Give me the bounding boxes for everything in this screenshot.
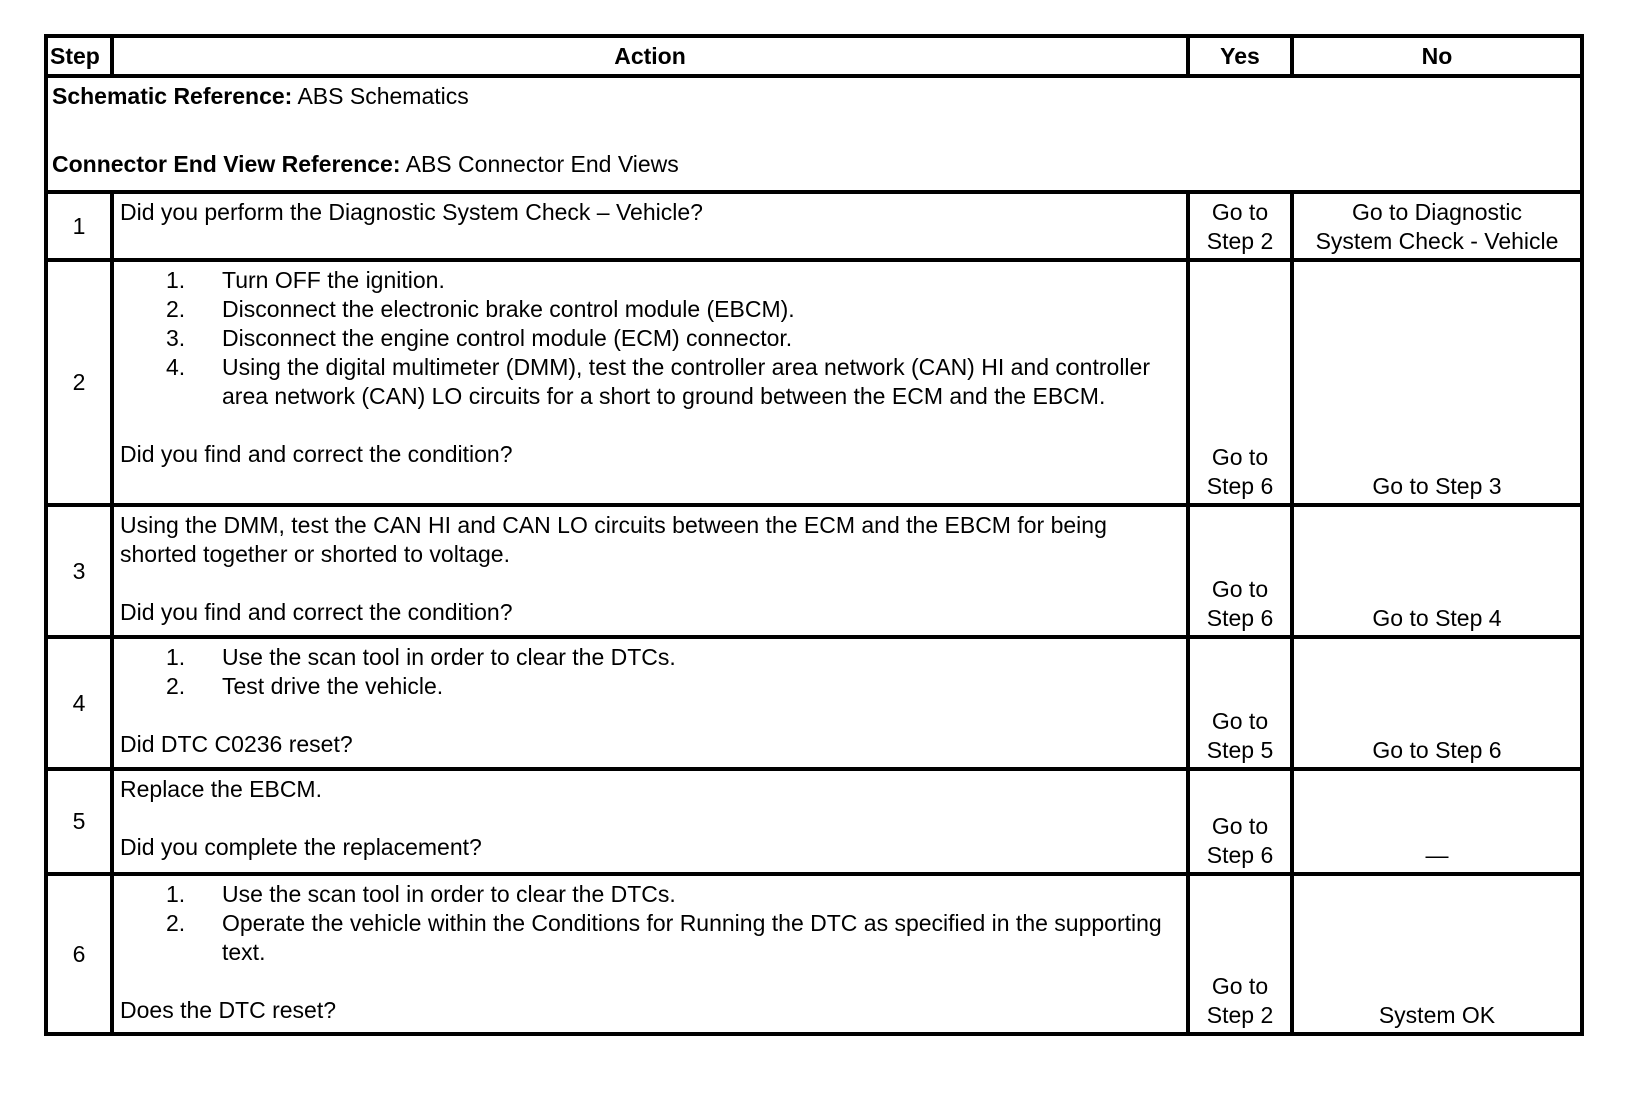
substep-item: 2. Test drive the vehicle. — [166, 673, 444, 699]
step-number: 5 — [46, 769, 112, 874]
no-cell: — — [1292, 769, 1582, 874]
action-cell — [112, 637, 1188, 769]
yes-cell — [1188, 637, 1292, 769]
yes-cell — [1188, 874, 1292, 1034]
yes-cell — [1188, 192, 1292, 260]
substep-item: 3. Disconnect the engine control module (ECM) connector. — [166, 325, 793, 351]
no-line-1: Go to Diagnostic — [1351, 199, 1523, 225]
step-row-5 — [46, 769, 1582, 874]
step-question: Did you find and correct the condition? — [120, 599, 513, 625]
no-cell: Go to Step 3 — [1292, 260, 1582, 505]
header-row — [46, 36, 1582, 76]
action-cell — [112, 505, 1188, 637]
no-line-2: System Check - Vehicle — [1315, 228, 1559, 254]
step-instruction: Using the DMM, test the CAN HI and CAN LO circuits between the ECM and the EBCM for being shorted together or shorted to voltage. — [120, 512, 1107, 567]
substep-item: 1. Use the scan tool in order to clear the DTCs. — [166, 881, 676, 907]
header-yes: Yes — [1188, 36, 1292, 76]
step-number: 2 — [46, 260, 112, 505]
yes-cell — [1188, 505, 1292, 637]
step-row-2 — [46, 260, 1582, 505]
no-cell — [1292, 192, 1582, 260]
connector-reference-label: Connector End View Reference: — [52, 151, 401, 177]
yes-line-1: Go to — [1211, 973, 1269, 999]
step-question: Does the DTC reset? — [120, 997, 337, 1023]
yes-line-2: Step 6 — [1206, 605, 1274, 631]
step-row-3 — [46, 505, 1582, 637]
yes-line-2: Step 6 — [1206, 473, 1274, 499]
yes-line-1: Go to — [1211, 708, 1269, 734]
yes-line-1: Go to — [1211, 444, 1269, 470]
action-cell — [112, 260, 1188, 505]
yes-line-1: Go to — [1211, 813, 1269, 839]
action-cell — [112, 874, 1188, 1034]
yes-line-1: Go to — [1211, 576, 1269, 602]
substep-list — [120, 266, 1180, 411]
yes-line-1: Go to — [1211, 199, 1269, 225]
schematic-reference-label: Schematic Reference: — [52, 83, 293, 109]
yes-line-2: Step 6 — [1206, 842, 1274, 868]
step-row-4 — [46, 637, 1582, 769]
step-row-1 — [46, 192, 1582, 260]
no-cell: System OK — [1292, 874, 1582, 1034]
substep-item: 1. Use the scan tool in order to clear the DTCs. — [166, 644, 676, 670]
step-question: Did you perform the Diagnostic System Check – Vehicle? — [120, 199, 703, 225]
connector-reference-value: ABS Connector End Views — [405, 151, 679, 177]
diagnostic-table — [44, 34, 1584, 1036]
no-cell: Go to Step 6 — [1292, 637, 1582, 769]
substep-list — [120, 643, 1180, 701]
header-step: Step — [46, 36, 112, 76]
step-question: Did DTC C0236 reset? — [120, 731, 353, 757]
substep-list — [120, 880, 1180, 967]
schematic-reference — [52, 82, 1576, 111]
yes-line-2: Step 5 — [1206, 737, 1274, 763]
schematic-reference-value: ABS Schematics — [297, 83, 469, 109]
step-number: 6 — [46, 874, 112, 1034]
substep-item: 4. Using the digital multimeter (DMM), test the controller area network (CAN) HI and controller area network (CAN) LO circuits for a short to ground between the ECM and the EBCM. — [166, 354, 1150, 409]
substep-item: 1. Turn OFF the ignition. — [166, 267, 445, 293]
yes-cell — [1188, 769, 1292, 874]
substep-item: 2. Operate the vehicle within the Conditions for Running the DTC as specified in the supporting text. — [166, 910, 1162, 965]
action-cell — [112, 769, 1188, 874]
yes-line-2: Step 2 — [1206, 228, 1274, 254]
reference-row — [46, 76, 1582, 192]
header-no: No — [1292, 36, 1582, 76]
reference-cell — [46, 76, 1582, 192]
yes-cell — [1188, 260, 1292, 505]
yes-line-2: Step 2 — [1206, 1002, 1274, 1028]
header-action: Action — [112, 36, 1188, 76]
step-instruction: Replace the EBCM. — [120, 776, 322, 802]
step-question: Did you find and correct the condition? — [120, 441, 513, 467]
substep-item: 2. Disconnect the electronic brake control module (EBCM). — [166, 296, 795, 322]
action-cell — [112, 192, 1188, 260]
connector-reference — [52, 150, 1576, 179]
step-number: 3 — [46, 505, 112, 637]
no-cell: Go to Step 4 — [1292, 505, 1582, 637]
step-number: 4 — [46, 637, 112, 769]
step-question: Did you complete the replacement? — [120, 834, 482, 860]
step-number: 1 — [46, 192, 112, 260]
step-row-6 — [46, 874, 1582, 1034]
